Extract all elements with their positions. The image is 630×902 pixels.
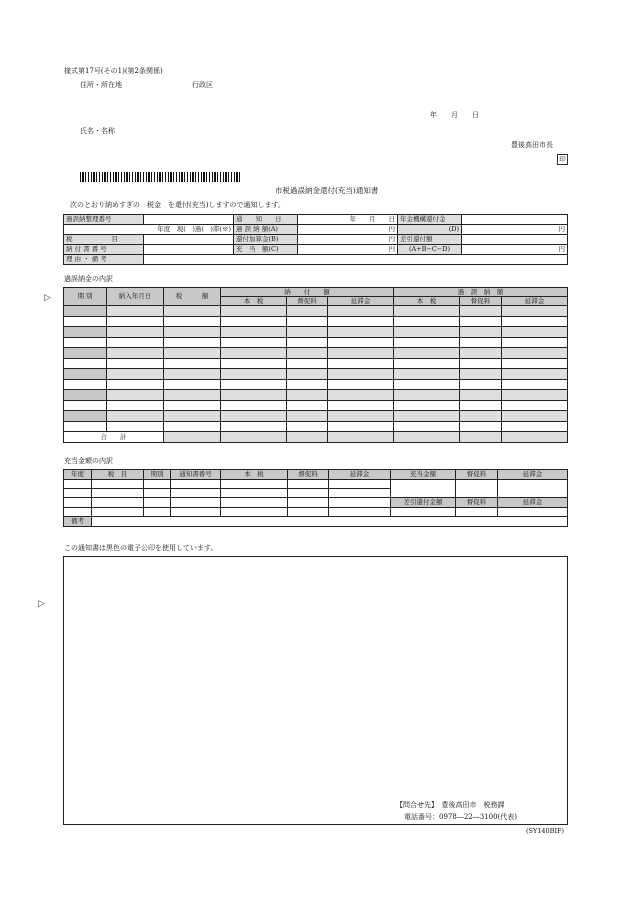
table-row [64,358,568,369]
sub-delinquency-1: 延滞金 [328,297,394,306]
col-paid-date: 納入年月日 [107,288,164,306]
name-label: 氏名・名称 [80,127,115,135]
col-period: 期 別 [64,288,107,306]
address-label: 住所・所在地 [80,81,122,89]
label-tax-item: 税 目 [64,235,144,245]
summary-table [63,214,568,265]
barcode [80,172,242,182]
table-row [64,369,568,380]
mayor-name: 豊後高田市長 [511,141,553,149]
triangle-marker-icon-2: ▷ [38,599,45,609]
right-delinquency-1: 延滞金 [498,470,568,480]
contact-info: 【問合せ先】 豊後高田市 税務課 [396,801,505,809]
message-box [63,556,568,825]
col-paid-amount: 納 付 額 [221,288,394,297]
label-net-refund: 差引還付額 [398,235,462,245]
col-principal: 本 税 [221,470,288,480]
ward-label: 行政区 [192,81,213,89]
label-refund-interest: 還付加算金(B) [234,235,298,245]
table-row [64,316,568,327]
breakdown-table [63,287,568,443]
triangle-marker-icon: ▷ [44,293,51,303]
label-appropriation: 充 当 額(C) [234,245,298,255]
section1-title: 過誤納金の内訳 [64,275,113,283]
remarks-label: 備考 [64,517,92,527]
col-delinquency: 延滞金 [329,470,391,480]
yen-a: 円 [298,225,398,235]
right-net-refund: 差引還付金額 [391,498,456,508]
form-id: 様式第17号(その1)(第2条関係) [64,67,163,75]
col-tax-item: 税 目 [92,470,144,480]
intro-text: 次のとおり納めすぎの 税金 を還付(充当)しますので通知します。 [70,201,285,209]
date-label: 年 月 日 [430,111,479,119]
table-row [64,348,568,359]
right-fee-1: 督促料 [456,470,498,480]
right-appropriation: 充当金額 [391,470,456,480]
col-year: 年度 [64,470,92,480]
sub-principal-1: 本 税 [221,297,287,306]
right-delinquency-2: 延滞金 [498,498,568,508]
table-row [64,379,568,390]
yen-net: 円 [462,245,568,255]
section2-title: 充当金額の内訳 [64,457,113,465]
yen-c: 円 [298,245,398,255]
right-fee-2: 督促料 [456,498,498,508]
label-formula: (A+B−C−D) [398,245,462,255]
table-row [64,327,568,338]
phone-number: 電話番号：0978―22―3100(代表) [404,813,517,821]
sub-principal-2: 本 税 [394,297,460,306]
appropriation-table [63,469,568,527]
document-title: 市税過誤納金還付(充当)通知書 [275,186,379,195]
sub-delinquency-2: 延滞金 [502,297,568,306]
yen-b: 円 [298,235,398,245]
col-notice-number: 通知書番号 [171,470,221,480]
label-pension-refund: 年金機構還付金 [398,215,462,225]
form-code: (SY140BIF) [526,827,565,835]
label-reason: 理 由 ・ 備 考 [64,255,144,265]
seal-note: この通知書は黒色の電子公印を使用しています。 [64,544,218,552]
col-overpaid-amount: 過 誤 納 額 [394,288,568,297]
seal-mark: 印 [557,154,568,165]
table-row [64,400,568,411]
table-row [64,390,568,401]
col-fee: 督促料 [288,470,329,480]
table-row [64,337,568,348]
total-label: 合 計 [64,432,164,443]
table-row [64,306,568,317]
yen-d: 円 [462,225,568,235]
sub-fee-1: 督促料 [287,297,328,306]
label-overpaid-amount: 過 誤 納 額(A) [234,225,298,235]
label-bill-number: 納 付 書 番 号 [64,245,144,255]
col-tax-amount: 税 額 [164,288,221,306]
sub-fee-2: 督促料 [460,297,502,306]
label-d: (D) [398,225,462,235]
label-notice-date: 通 知 日 [234,215,298,225]
notice-date-value: 年 月 日 [298,215,398,225]
table-row [64,411,568,422]
col-term: 期別 [144,470,171,480]
year-status: 年度 現( )過( )滞(※) [64,225,234,235]
label-refund-number: 過誤納整理番号 [64,215,144,225]
table-row [64,421,568,432]
